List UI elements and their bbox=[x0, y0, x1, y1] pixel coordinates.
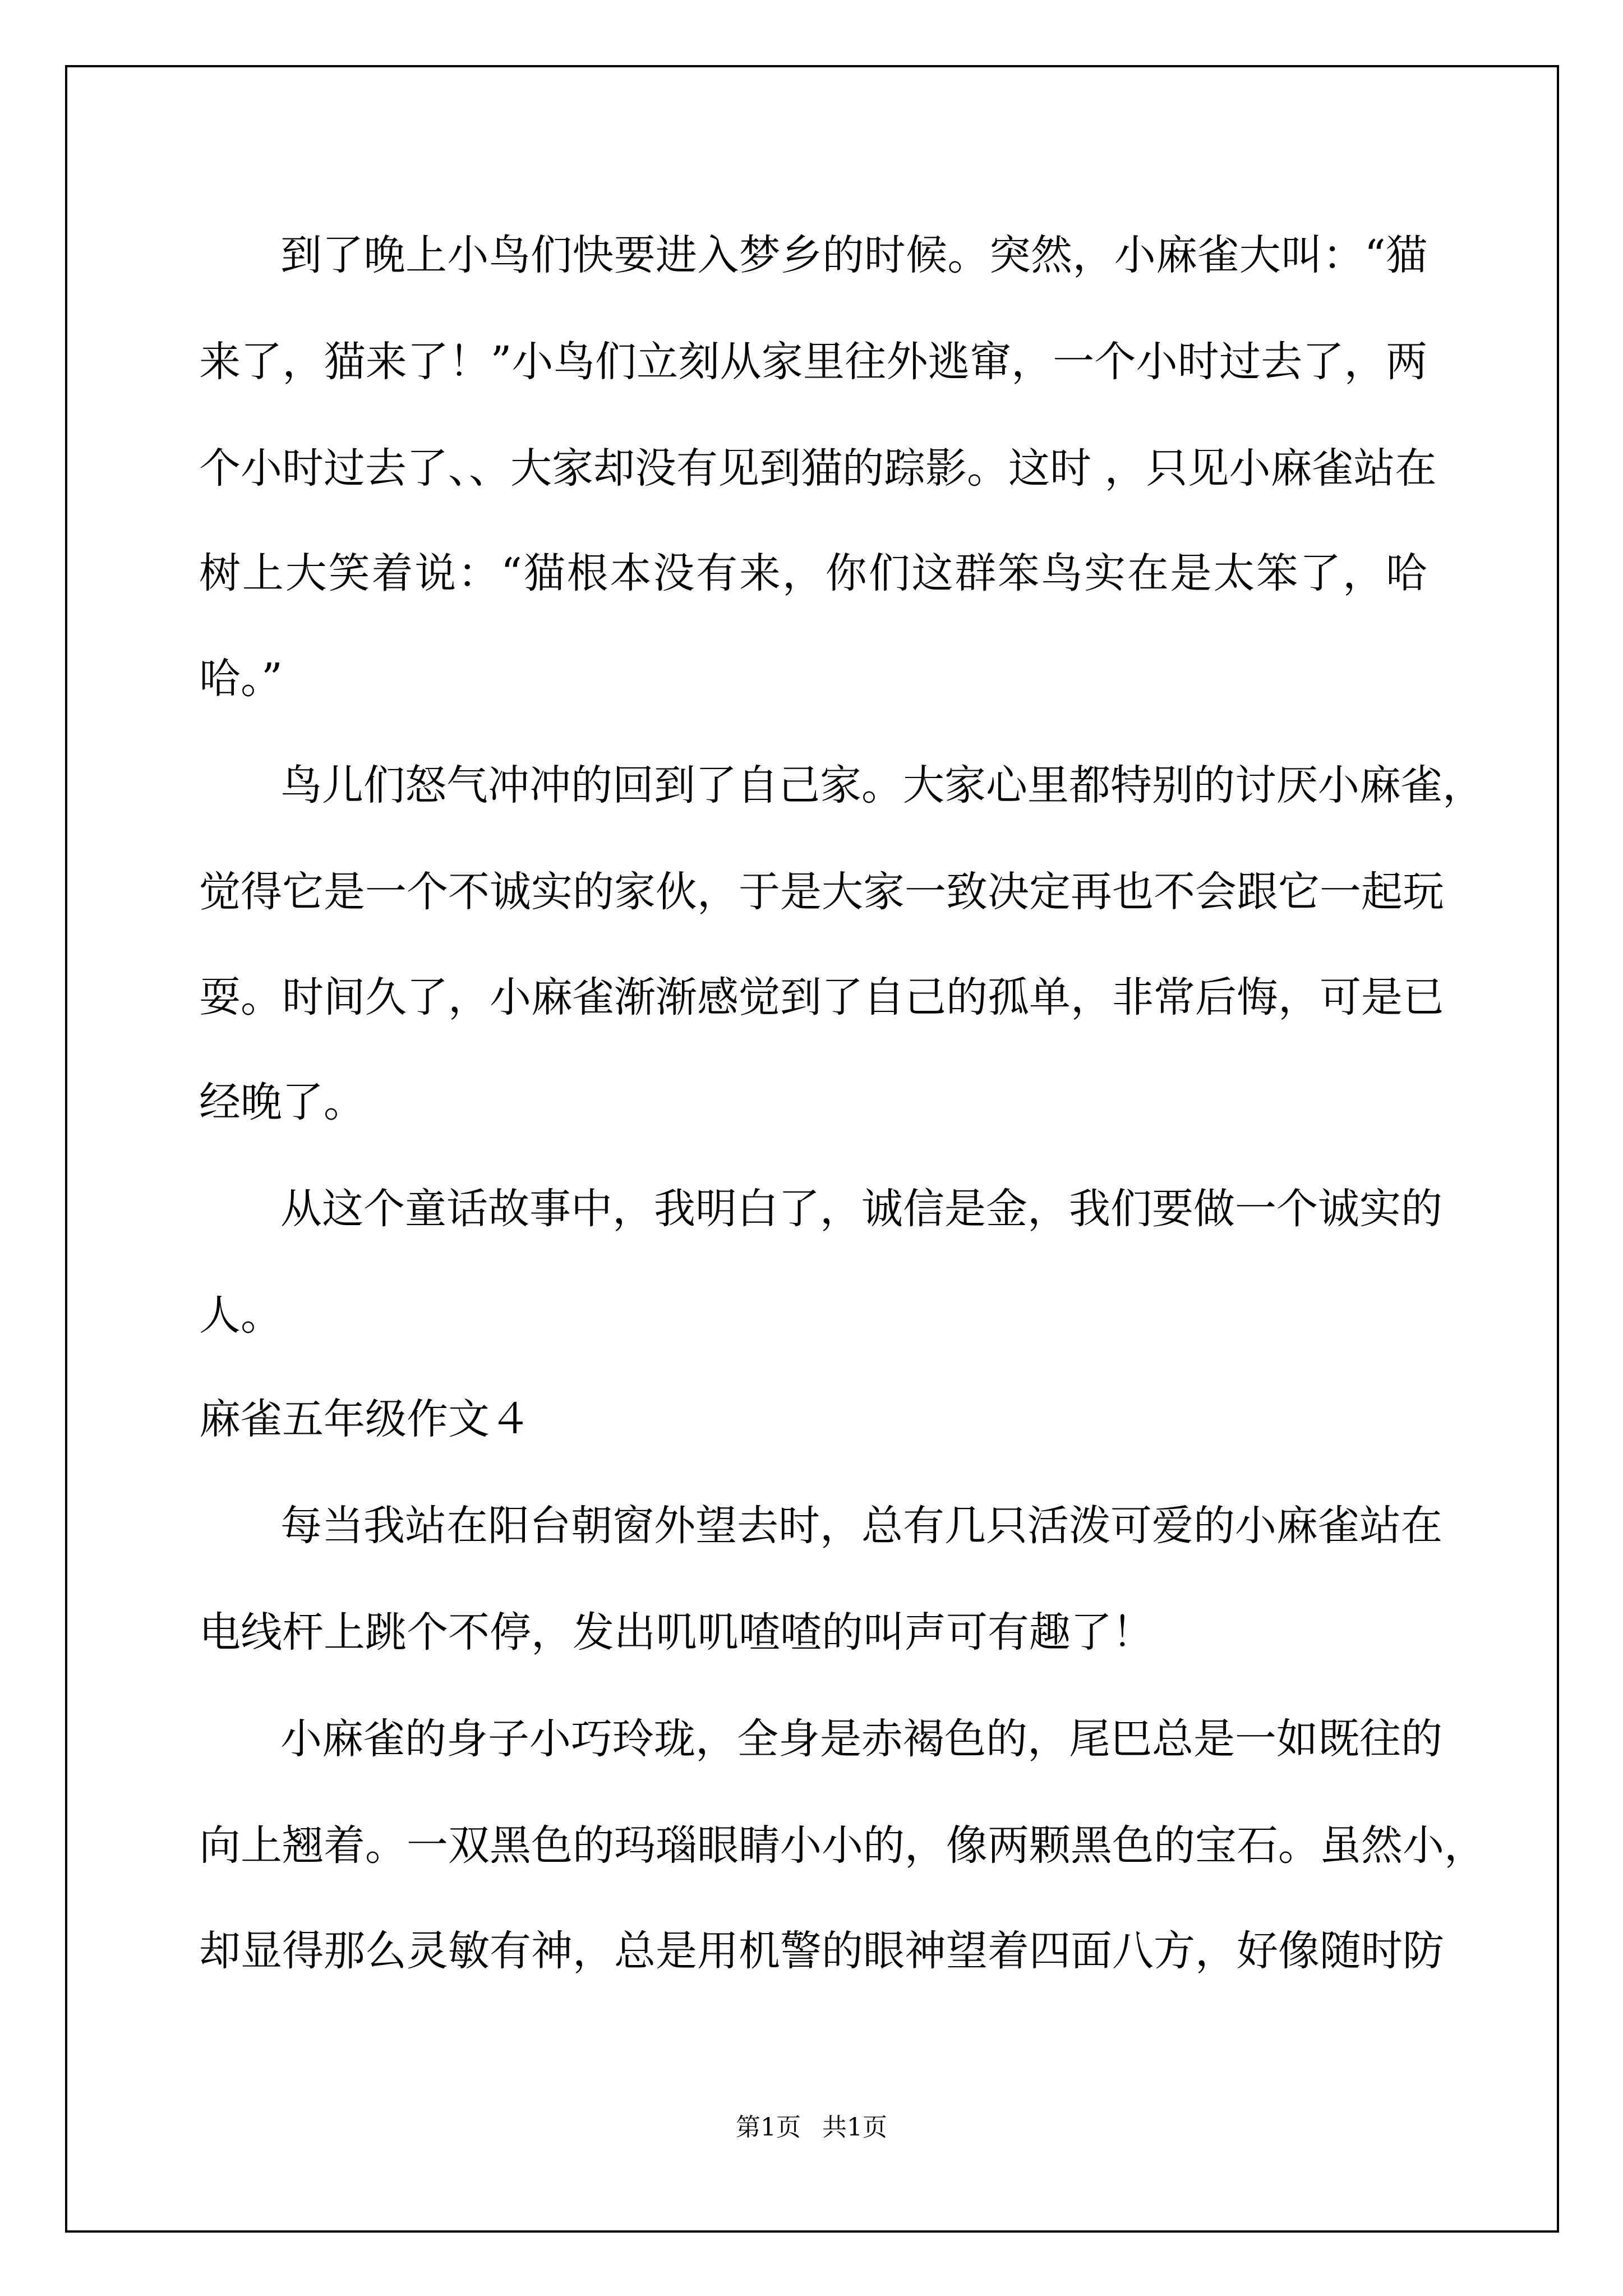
paragraph-line: 鸟儿们怒气冲冲的回到了自己家。大家心里都特别的讨厌小麻雀， bbox=[280, 761, 1484, 809]
paragraph-line: 个小时过去了、、大家却没有见到猫的踪影。这时 ，只见小麻雀站在 bbox=[199, 444, 1437, 493]
paragraph-line: 来了，猫来了！”小鸟们立刻从家里往外逃窜，一个小时过去了，两 bbox=[199, 338, 1427, 386]
paragraph-line: 哈。” bbox=[199, 655, 283, 703]
paragraph-line: 向上翘着。一双黑色的玛瑙眼睛小小的，像两颗黑色的宝石。虽然小， bbox=[199, 1821, 1486, 1870]
paragraph-line: 树上大笑着说：“猫根本没有来，你们这群笨鸟实在是太笨了，哈 bbox=[199, 549, 1427, 597]
paragraph-line: 到了晚上小鸟们快要进入梦乡的时候。突然，小麻雀大叫：“猫 bbox=[280, 231, 1427, 279]
paragraph-line: 却显得那么灵敏有神，总是用机警的眼神望着四面八方，好像随时防 bbox=[199, 1927, 1444, 1975]
paragraph-line: 人。 bbox=[199, 1291, 282, 1340]
page-border bbox=[65, 65, 1559, 2233]
page-total: 共1页 bbox=[822, 2113, 887, 2142]
page-number: 第1页 bbox=[736, 2113, 801, 2142]
section-heading: 麻雀五年级作文４ bbox=[199, 1395, 531, 1443]
paragraph-line: 耍。时间久了，小麻雀渐渐感觉到了自己的孤单，非常后悔，可是已 bbox=[199, 973, 1444, 1022]
paragraph-line: 觉得它是一个不诚实的家伙，于是大家一致决定再也不会跟它一起玩 bbox=[199, 868, 1444, 916]
page-footer bbox=[0, 2111, 1623, 2145]
paragraph-line: 从这个童话故事中，我明白了，诚信是金，我们要做一个诚实的 bbox=[280, 1185, 1442, 1233]
paragraph-line: 经晚了。 bbox=[199, 1078, 365, 1126]
paragraph-line: 每当我站在阳台朝窗外望去时，总有几只活泼可爱的小麻雀站在 bbox=[280, 1502, 1442, 1550]
paragraph-line: 小麻雀的身子小巧玲珑，全身是赤褐色的，尾巴总是一如既往的 bbox=[280, 1715, 1442, 1763]
paragraph-line: 电线杆上跳个不停，发出叽叽喳喳的叫声可有趣了！ bbox=[199, 1608, 1154, 1657]
